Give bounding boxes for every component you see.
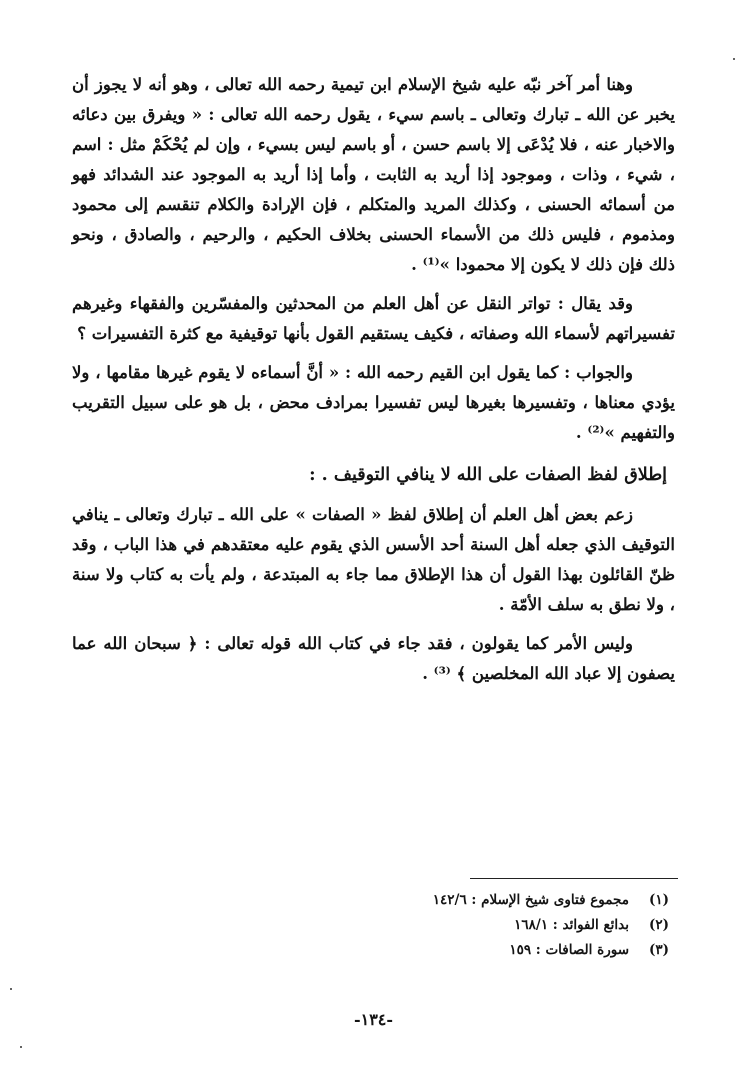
footnote-number: (١) bbox=[648, 892, 669, 908]
scan-speck bbox=[10, 988, 12, 990]
section-heading: إطلاق لفظ الصفات على الله لا ينافي التوقيف . : bbox=[309, 465, 667, 485]
footnote-text: سورة الصافات : ١٥٩ bbox=[509, 942, 629, 958]
footnote-text: مجموع فتاوى شيخ الإسلام : ١٤٢/٦ bbox=[432, 892, 629, 908]
footnote-3 bbox=[249, 938, 669, 963]
paragraph-quran-verse: وليس الأمر كما يقولون ، فقد جاء في كتاب الله قوله تعالى : ﴿ سبحان الله عما يصفون إلا عباد الله المخلصين ﴾ ⁽³⁾ . bbox=[72, 634, 675, 683]
page-number: -١٣٤- bbox=[353, 1010, 394, 1029]
scan-speck bbox=[733, 58, 735, 60]
paragraph-tafsir-question: وقد يقال : تواتر النقل عن أهل العلم من المحدثين والمفسّرين والفقهاء وغيرهم تفسيراتهم لأسماء الله وصفاته ، فكيف يستقيم القول بأنها توقيفية مع كثرة التفسيرات ؟ bbox=[72, 294, 675, 343]
footnote-number: (٢) bbox=[648, 917, 669, 933]
paragraph-claim: زعم بعض أهل العلم أن إطلاق لفظ « الصفات » على الله ـ تبارك وتعالى ـ ينافي التوقيف الذي جعله أهل السنة أحد الأسس الذي يقوم عليه معتقدهم في هذا الباب ، وقد ظنّ القائلون بهذا القول أن هذا الإطلاق مما جاء به المبتدعة ، ولم يأت به كتاب ولا سنة ، ولا نطق به سلف الأمّة . bbox=[72, 505, 675, 614]
paragraph-answer-ibn-qayyim: والجواب : كما يقول ابن القيم رحمه الله : « أنَّ أسماءه لا يقوم غيرها مقامها ، ولا يؤدي معناها ، وتفسيرها بغيرها ليس تفسيرا بمرادف محض ، بل هو على سبيل التقريب والتفهيم »⁽²⁾ . bbox=[72, 363, 675, 442]
footnote-number: (٣) bbox=[648, 942, 669, 958]
scan-speck bbox=[20, 1046, 22, 1048]
footnote-divider bbox=[470, 878, 678, 879]
footnote-2 bbox=[249, 913, 669, 938]
main-text bbox=[72, 70, 675, 689]
footnotes bbox=[249, 888, 669, 963]
paragraph-ibn-taymiyya: وهنا أمر آخر نبّه عليه شيخ الإسلام ابن تيمية رحمه الله تعالى ، وهو أنه لا يجوز أن يخبر عن الله ـ تبارك وتعالى ـ باسم سيء ، يقول رحمه الله تعالى : « ويفرق بين دعائه والاخبار عنه ، فلا يُدْعَى إلا باسم حسن ، أو باسم ليس بسيء ، وإن لم يُحْكَمْ مثل : اسم ، شيء ، وذات ، وموجود إذا أريد به الثابت ، وأما إذا أريد به الموجود عند الشدائد فهو من أسمائه الحسنى ، وكذلك المريد والمتكلم ، فإن الإرادة والكلام تنقسم إلى محمود ومذموم ، فليس ذلك من الأسماء الحسنى بخلاف الحكيم ، والرحيم ، والصادق ، ونحو ذلك فإن ذلك لا يكون إلا محمودا »⁽¹⁾ . bbox=[72, 75, 675, 274]
footnote-1 bbox=[249, 888, 669, 913]
footnote-text: بدائع الفوائد : ١٦٨/١ bbox=[514, 917, 629, 933]
